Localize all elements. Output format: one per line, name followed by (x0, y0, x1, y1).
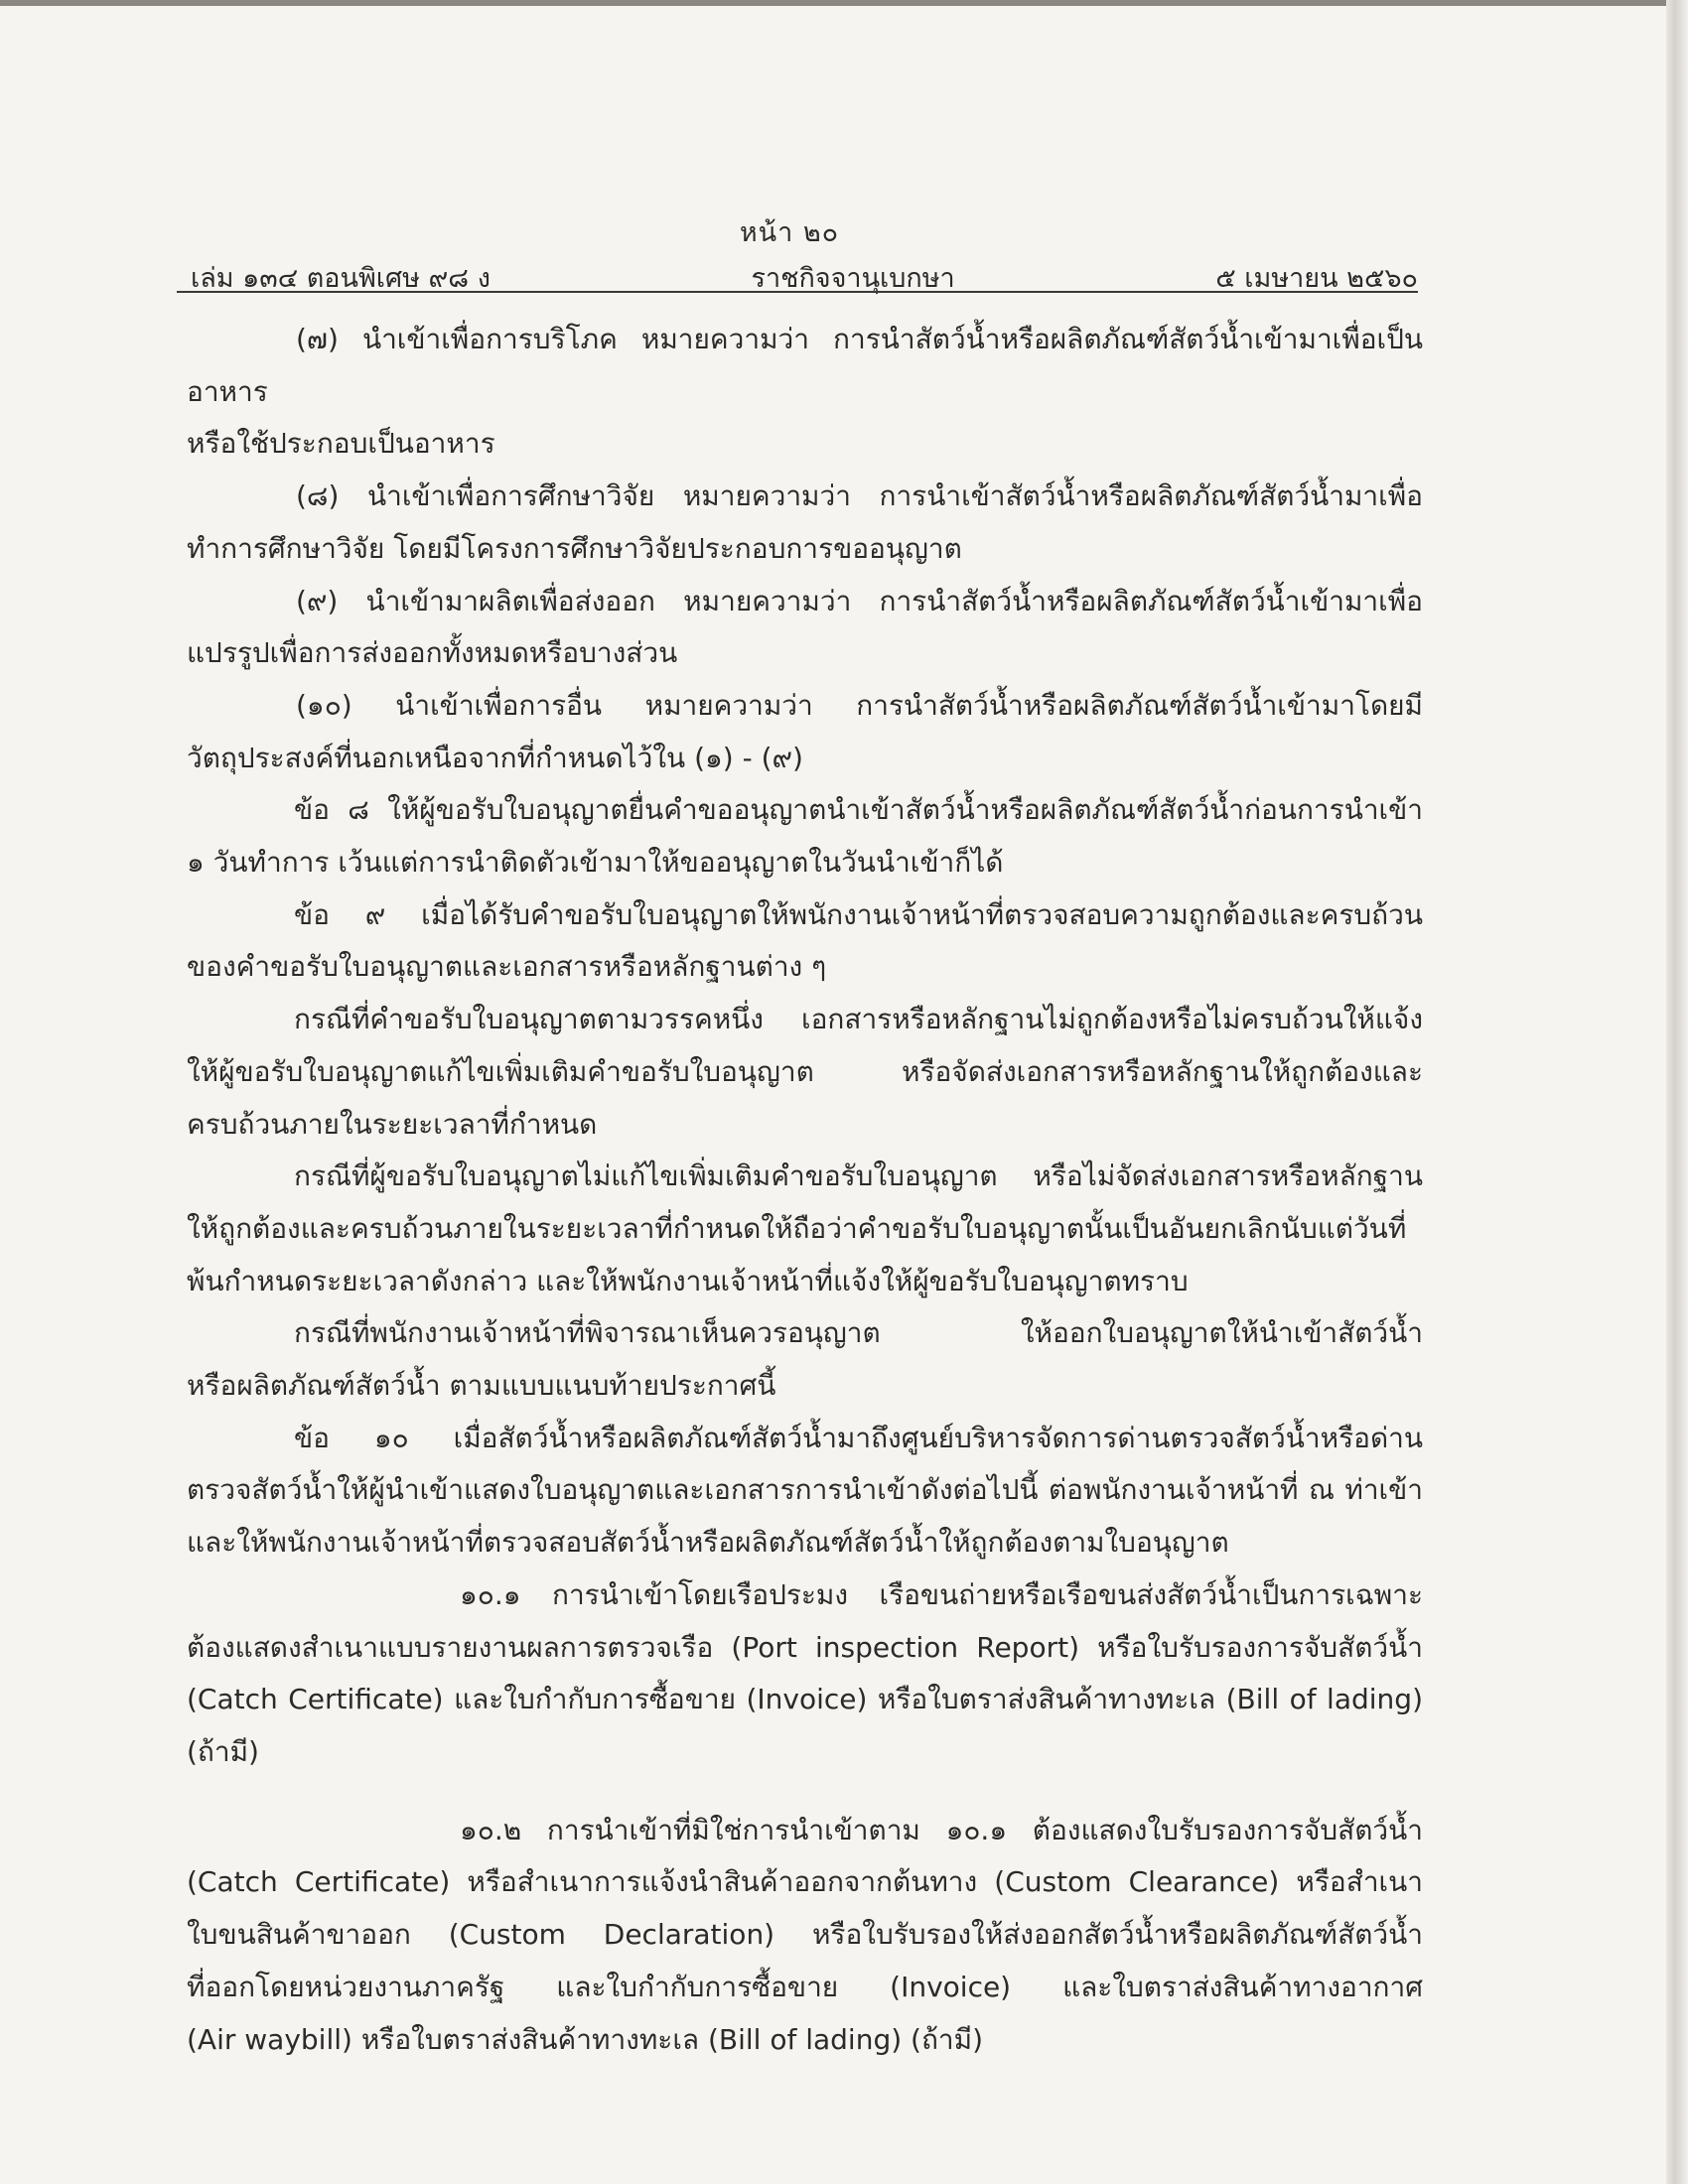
publication-date: ๕ เมษายน ๒๕๖๐ (1215, 263, 1418, 294)
body-line: กรณีที่คำขอรับใบอนุญาตตามวรรคหนึ่ง เอกสารหรือหลักฐานไม่ถูกต้องหรือไม่ครบถ้วนให้แจ้ง (294, 1003, 1423, 1036)
body-line: (ถ้ามี) (187, 1734, 259, 1768)
body-line: กรณีที่พนักงานเจ้าหน้าที่พิจารณาเห็นควรอนุญาต ให้ออกใบอนุญาตให้นำเข้าสัตว์น้ำ (294, 1316, 1423, 1350)
body-line: ใบขนสินค้าขาออก (Custom Declaration) หรือใบรับรองให้ส่งออกสัตว์น้ำหรือผลิตภัณฑ์สัตว์น้ำ (187, 1918, 1423, 1952)
body-line: (๙) นำเข้ามาผลิตเพื่อส่งออก หมายความว่า การนำสัตว์น้ำหรือผลิตภัณฑ์สัตว์น้ำเข้ามาเพื่อ (296, 584, 1423, 617)
body-line: (๘) นำเข้าเพื่อการศึกษาวิจัย หมายความว่า การนำเข้าสัตว์น้ำหรือผลิตภัณฑ์สัตว์น้ำมาเพื่อ (296, 479, 1423, 513)
document-body (187, 314, 1423, 2066)
body-line: วัตถุประสงค์ที่นอกเหนือจากที่กำหนดไว้ใน (๑) - (๙) (187, 741, 803, 774)
body-line: ของคำขอรับใบอนุญาตและเอกสารหรือหลักฐานต่าง ๆ (187, 950, 827, 984)
body-line: ข้อ ๙ เมื่อได้รับคำขอรับใบอนุญาตให้พนักงานเจ้าหน้าที่ตรวจสอบความถูกต้องและครบถ้วน (294, 897, 1423, 931)
body-line: ข้อ ๘ ให้ผู้ขอรับใบอนุญาตยื่นคำขออนุญาตนำเข้าสัตว์น้ำหรือผลิตภัณฑ์สัตว์น้ำก่อนการนำเข้า (294, 793, 1423, 827)
publication-name: ราชกิจจานุเบกษา (751, 263, 955, 294)
body-line: (Catch Certificate) และใบกำกับการซื้อขาย (Invoice) หรือใบตราส่งสินค้าทางทะเล (Bill of lading) (187, 1683, 1423, 1716)
body-line: ต้องแสดงสำเนาแบบรายงานผลการตรวจเรือ (Port inspection Report) หรือใบรับรองการจับสัตว์น้ำ (187, 1630, 1423, 1664)
header-rule (177, 291, 1418, 293)
body-line: ทำการศึกษาวิจัย โดยมีโครงการศึกษาวิจัยประกอบการขออนุญาต (187, 531, 962, 565)
body-line: หรือผลิตภัณฑ์สัตว์น้ำ ตามแบบแนบท้ายประกาศนี้ (187, 1369, 776, 1403)
body-line: ให้ถูกต้องและครบถ้วนภายในระยะเวลาที่กำหนดให้ถือว่าคำขอรับใบอนุญาตนั้นเป็นอันยกเลิกนับแต่วันที่ (187, 1211, 1407, 1245)
body-line: ที่ออกโดยหน่วยงานภาครัฐ และใบกำกับการซื้อขาย (Invoice) และใบตราส่งสินค้าทางอากาศ (187, 1970, 1423, 2003)
volume-issue: เล่ม ๑๓๔ ตอนพิเศษ ๙๘ ง (191, 263, 491, 294)
body-line: (๑๐) นำเข้าเพื่อการอื่น หมายความว่า การนำสัตว์น้ำหรือผลิตภัณฑ์สัตว์น้ำเข้ามาโดยมี (296, 688, 1423, 722)
page-number: หน้า ๒๐ (739, 217, 840, 248)
body-line: ๑ วันทำการ เว้นแต่การนำติดตัวเข้ามาให้ขออนุญาตในวันนำเข้าก็ได้ (187, 846, 1004, 880)
body-line: และให้พนักงานเจ้าหน้าที่ตรวจสอบสัตว์น้ำหรือผลิตภัณฑ์สัตว์น้ำให้ถูกต้องตามใบอนุญาต (187, 1526, 1229, 1560)
body-line: (Catch Certificate) หรือสำเนาการแจ้งนำสินค้าออกจากต้นทาง (Custom Clearance) หรือสำเนา (187, 1865, 1423, 1899)
body-line: (๗) นำเข้าเพื่อการบริโภค หมายความว่า การนำสัตว์น้ำหรือผลิตภัณฑ์สัตว์น้ำเข้ามาเพื่อเป็นอาหาร (187, 323, 1423, 408)
body-line: (Air waybill) หรือใบตราส่งสินค้าทางทะเล (Bill of lading) (ถ้ามี) (187, 2022, 984, 2056)
body-line: ให้ผู้ขอรับใบอนุญาตแก้ไขเพิ่มเติมคำขอรับใบอนุญาต หรือจัดส่งเอกสารหรือหลักฐานให้ถูกต้องและ (187, 1054, 1423, 1088)
body-line: หรือใช้ประกอบเป็นอาหาร (187, 427, 495, 461)
body-line: ๑๐.๒ การนำเข้าที่มิใช่การนำเข้าตาม ๑๐.๑ ต้องแสดงใบรับรองการจับสัตว์น้ำ (460, 1813, 1423, 1846)
body-line: กรณีที่ผู้ขอรับใบอนุญาตไม่แก้ไขเพิ่มเติมคำขอรับใบอนุญาต หรือไม่จัดส่งเอกสารหรือหลักฐาน (294, 1160, 1423, 1193)
body-line: แปรรูปเพื่อการส่งออกทั้งหมดหรือบางส่วน (187, 636, 678, 670)
body-line: ข้อ ๑๐ เมื่อสัตว์น้ำหรือผลิตภัณฑ์สัตว์น้ำมาถึงศูนย์บริหารจัดการด่านตรวจสัตว์น้ำหรือด่าน (294, 1421, 1423, 1454)
body-line: ครบถ้วนภายในระยะเวลาที่กำหนด (187, 1107, 598, 1141)
body-line: ๑๐.๑ การนำเข้าโดยเรือประมง เรือขนถ่ายหรือเรือขนส่งสัตว์น้ำเป็นการเฉพาะ (460, 1577, 1423, 1611)
body-line: พ้นกำหนดระยะเวลาดังกล่าว และให้พนักงานเจ้าหน้าที่แจ้งให้ผู้ขอรับใบอนุญาตทราบ (187, 1264, 1189, 1297)
body-line: ตรวจสัตว์น้ำให้ผู้นำเข้าแสดงใบอนุญาตและเอกสารการนำเข้าดังต่อไปนี้ ต่อพนักงานเจ้าหน้าที่ ณ ท่าเข้า (187, 1473, 1423, 1507)
